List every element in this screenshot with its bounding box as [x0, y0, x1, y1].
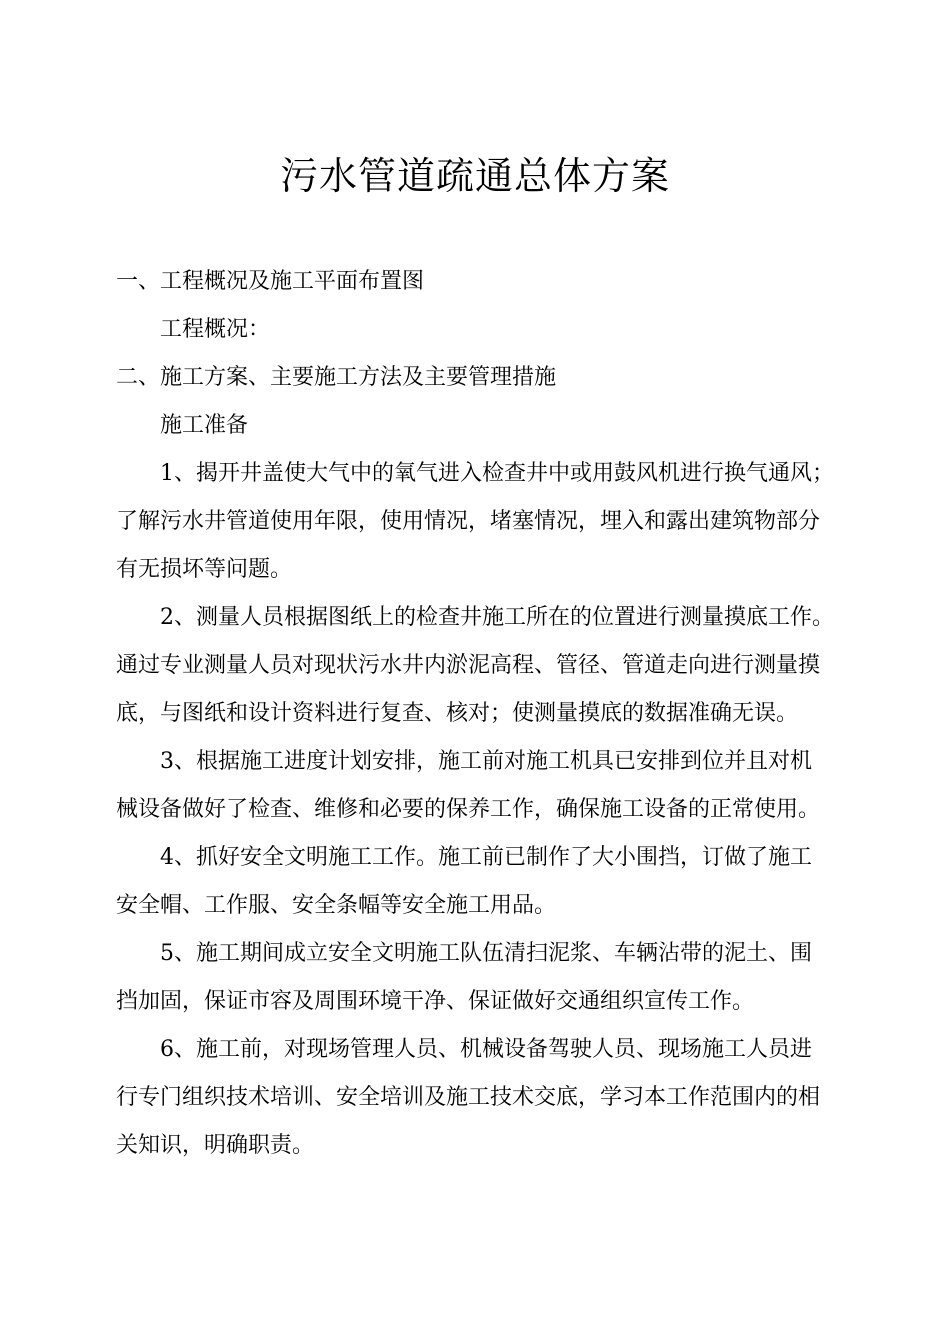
paragraph-5 [116, 930, 836, 1026]
paragraph-4 [116, 834, 836, 930]
paragraph-line: 5、施工期间成立安全文明施工队伍清扫泥浆、车辆沾带的泥土、围 [160, 941, 812, 966]
paragraph-1 [116, 450, 836, 594]
section-2-subheading: 施工准备 [160, 413, 249, 438]
paragraph-line: 3、根据施工进度计划安排，施工前对施工机具已安排到位并且对机 [160, 749, 812, 774]
paragraph-line: 底，与图纸和设计资料进行复查、核对；使测量摸底的数据准确无误。 [116, 701, 799, 726]
section-1-heading: 一、工程概况及施工平面布置图 [116, 269, 425, 294]
section-2-heading: 二、施工方案、主要施工方法及主要管理措施 [116, 365, 557, 390]
section-1-subheading: 工程概况： [160, 317, 271, 342]
paragraph-line: 行专门组织技术培训、安全培训及施工技术交底，学习本工作范围内的相 [116, 1085, 821, 1110]
paragraph-line: 2、测量人员根据图纸上的检查井施工所在的位置进行测量摸底工作。 [160, 605, 834, 630]
paragraph-6 [116, 1026, 836, 1170]
paragraph-line: 了解污水井管道使用年限，使用情况，堵塞情况，埋入和露出建筑物部分 [116, 509, 821, 534]
paragraph-line: 6、施工前，对现场管理人员、机械设备驾驶人员、现场施工人员进 [160, 1037, 812, 1062]
paragraph-line: 1、揭开井盖使大气中的氧气进入检查井中或用鼓风机进行换气通风； [160, 461, 834, 486]
paragraph-line: 有无损坏等问题。 [116, 557, 293, 582]
paragraph-line: 4、抓好安全文明施工工作。施工前已制作了大小围挡，订做了施工 [160, 845, 812, 870]
paragraph-line: 通过专业测量人员对现状污水井内淤泥高程、管径、管道走向进行测量摸 [116, 653, 821, 678]
paragraph-line: 挡加固，保证市容及周围环境干净、保证做好交通组织宣传工作。 [116, 989, 755, 1014]
paragraph-line: 安全帽、工作服、安全条幅等安全施工用品。 [116, 893, 557, 918]
paragraph-line: 械设备做好了检查、维修和必要的保养工作，确保施工设备的正常使用。 [116, 797, 821, 822]
paragraph-line: 关知识，明确职责。 [116, 1133, 315, 1158]
document-body [116, 258, 836, 1170]
document-title: 污水管道疏通总体方案 [279, 154, 670, 198]
paragraph-3 [116, 738, 836, 834]
paragraph-2 [116, 594, 836, 738]
